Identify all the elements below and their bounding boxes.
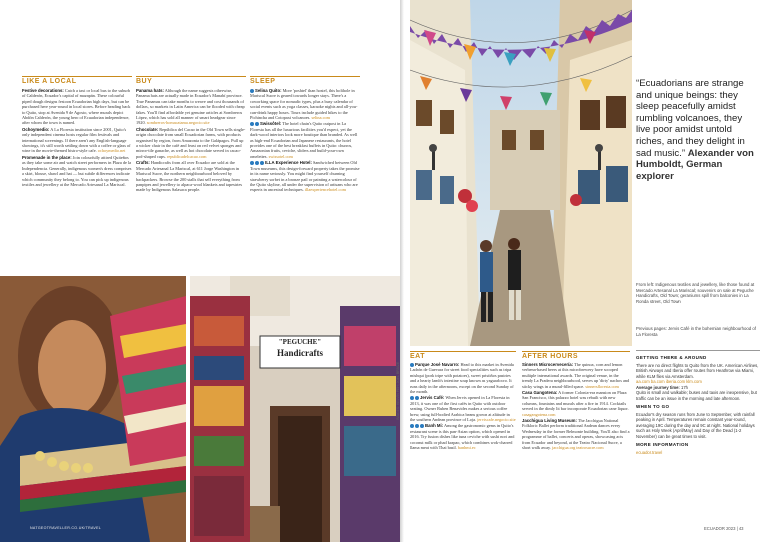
like-a-local-rule: [22, 76, 132, 77]
ochoymedio-link[interactable]: ochoymedio.net: [97, 148, 126, 154]
buy-rule: [136, 76, 246, 77]
when-to-go-text: Ecuador's dry season runs from June to September, with rainfall peaking in April. Temperatures remain constant year-round, averaging 19C during the day and 9C at night. National holidays such as Holy Week (April/May) and Day of the Dead (1-2 November) can be great times to visit.: [636, 411, 755, 439]
eat-entry-0: Parque José Navarro: Head to this market in Avenida Ladrón de Guevara for street food specialities such as tripa mishqui (pork tripe with potatoes), sweet pristiños pastries and a hearty lamb's intestine soup known as yaguarlocro. It runs daily in the afternoons, except on the second Sunday of the month.: [410, 362, 514, 395]
sleep-rule: [250, 76, 360, 77]
after-hours-rule: [522, 351, 630, 352]
sleep-heading: SLEEP: [250, 78, 276, 85]
eat-entry-1: Jervis Café: When Jervis opened in La Floresta in 2013, it was one of the first cafés in Quito with outdoor seating. Owner Ruben Benavides makes a serious coffee brew, using full-bodied Arabica beans grown at altitude in the southern Andean province of Loja. jerviscafe.negocio.site: [410, 395, 516, 423]
handicrafts-shop-photo: [190, 276, 400, 542]
journey-time: Average journey time: 17h: [636, 384, 688, 390]
like-a-local-column: [22, 88, 132, 268]
gangotena-link[interactable]: casagangotena.com: [522, 411, 556, 417]
after-hours-entry-2: Jacchigua Living Museum: The Jacchigua National Folkloric Ballet perform traditional Andean dances every Wednesday in the former Belmonte building. You'll also find a programme of ballet, concerts and operas, showcasing acts from Ecuador and beyond, at the Teatro Nacional Sucre, a short walk away. jacchigua.org teatrosucre.com: [522, 418, 630, 451]
price-icon: [250, 89, 254, 93]
jervis-link[interactable]: jerviscafe.negocio.site: [477, 417, 516, 423]
sleep-entry-1: Swissôtel: The hotel chain's Quito outpost in La Floresta has all the luxurious facilities you'd expect, yet the dark-wood interiors look more boutique than branded. As well as high-end Ecuadorian and Japanese restaurants, the hotel provides one of the best breakfast buffets in Quito: churros, Amazonian fruits, ceviche, sliders and build-your-own omelettes. swissotel.com: [250, 121, 358, 159]
getting-there-panel: [636, 352, 760, 455]
pull-quote: [636, 78, 758, 182]
price-icon: [250, 161, 254, 165]
street-illustration: [410, 0, 632, 346]
textiles-illustration: [0, 276, 186, 542]
sinners-link[interactable]: sinnersfloresta.com: [585, 383, 619, 389]
more-info-link[interactable]: ecuador.travel: [636, 449, 663, 455]
after-hours-heading: AFTER HOURS: [522, 353, 579, 360]
section-tag: QUITO: [728, 16, 750, 22]
price-icon: [410, 424, 414, 428]
jacchigua-link[interactable]: jacchigua.org teatrosucre.com: [552, 445, 604, 451]
republica-link[interactable]: republicadelcacao.com: [166, 153, 207, 159]
sleep-entry-2: ILLA Experience Hotel: Sandwiched between Old Town museums, this design-forward property takes the promise in its name seriously. You might find yourself churning strawberry sorbet in a bronze pail or painting a watercolour of the Quito skyline, all under the supervision of artisans who are experts in ancestral techniques. illaexperiencehotel.com: [250, 160, 360, 193]
airline-links[interactable]: aa.com ba.com iberia.com klm.com: [636, 379, 702, 384]
after-hours-entry-0: Sinners Microcervecería: The quinoa, corn and lemon verbena-based beers at this microbrewery have scooped multiple international awards. The original venue, in the trendy La Pradera neighbourhood, serves up 'dirty' nachos and sticky wings in a mural-filled space. sinnersfloresta.com: [522, 362, 630, 389]
getting-there-rule: [636, 350, 760, 351]
price-icon: [415, 396, 419, 400]
sleep-entry-0: Selina Quito: More 'poshtel' than hostel, this bolthole in Mariscal Sucre is geared towards longer stays. There's a coworking space for nomadic types, plus a busy calendar of social events such as yoga classes, karaoke nights and all-you-can-drink happy hours. Tours include guided hikes to the Pichincha and Cotopaxi volcanoes. selina.com: [250, 88, 358, 121]
after-hours-column: [522, 362, 630, 532]
price-icon: [415, 424, 419, 428]
price-icon: [410, 363, 414, 367]
peguche-sign: [262, 338, 338, 366]
getting-around-text: Quito is small and walkable; buses and taxis are inexpensive, but traffic can be an issue in the morning and late afternoon.: [636, 390, 757, 401]
footer-page-number: ECUADOR 2023 | 43: [704, 526, 744, 531]
page-spine: [400, 0, 404, 542]
price-icon: [250, 122, 254, 126]
eat-rule: [410, 351, 516, 352]
quote-text: “Ecuadorians are strange and unique beings: they sleep peacefully amidst rumbling volcanoes, they live poor amidst untold riches, and they delight in sad music.”: [636, 78, 745, 159]
selina-link[interactable]: selina.com: [311, 115, 330, 121]
price-icon: [420, 424, 424, 428]
eat-entry-2: Banh Mi: Among the gastronomic gems in Quito's restaurant scene is this pan-Asian option, which opened in 2016. Try fusion dishes like tuna ceviche with sushi nori and coconut milk or phad krapao, which combines wok-charred llama meat with Thai basil. banhmi.ec: [410, 423, 515, 451]
eat-heading: EAT: [410, 353, 425, 360]
buy-column: [136, 88, 246, 268]
buy-heading: BUY: [136, 78, 153, 85]
swissotel-link[interactable]: swissotel.com: [268, 153, 293, 159]
textiles-photo: [0, 276, 186, 542]
shop-illustration: [190, 276, 400, 542]
previous-pages-caption: Previous pages: Jervis Café in the bohemian neighbourhood of La Floresta: [636, 326, 756, 337]
getting-there-text: There are no direct flights to Quito from the UK. American Airlines, British Airways and Iberia offer routes from Heathrow via Miami, while KLM flies via Amsterdam.: [636, 362, 759, 379]
buy-entry-2: Crafts: Handicrafts from all over Ecuador are sold at the Mercado Artesanal La Mariscal, at 611 Jorge Washington in Mariscal Sucre, the northern neighbourhood beloved by backpackers. Browse the 200 stalls that sell everything from panpipes and jewellery to alpaca-wool blankets and tapestries made by Indigenous Salasaca people.: [136, 160, 243, 193]
photo-credit: IMAGES: KELVIN PEH; JOEL BRAIZE: [396, 361, 400, 420]
banhmi-link[interactable]: banhmi.ec: [457, 445, 476, 451]
photo-caption: From left: Indigenous textiles and jewellery, like those found at Mercado Artesanal La Mariscal; souvenirs on sale at Peguche Handicrafts, Old Town; geraniums spill from balconies in La Ronda street, Old Town: [636, 282, 755, 304]
after-hours-entry-1: Casa Gangotena: A former Colonia-era mansion on Plaza San Francisco, this palazzo hotel was rebuilt with new columns, fountains and murals after a fire in 1914. Cocktails served in the dimly lit bar incorporate Ecuadorian cane liquor. casagangotena.com: [522, 390, 629, 417]
more-info-heading: MORE INFORMATION: [636, 442, 689, 447]
like-a-local-entry-0: Festive decorations: Catch a taxi or local bus to the suburb of Calderón, Ecuador's capital of mazapán. These colourful piped dough designs festoon Ecuadorian high days, but can be purchased here year-round in local stores. Before heading back to Quito, stop at Avenida 9 de Agosto, where murals depict Abdón Calderón, the young hero of Ecuadorian independence, after whom the town is named.: [22, 88, 131, 126]
eat-column: [410, 362, 516, 532]
like-a-local-entry-1: Ochoymedio: A La Floresta institution since 2001, Quito's only independent cinema hosts regular film festivals and international screenings. If there aren't any English-language showings, it's still worth settling down with a coffee or glass of wine in the movie-themed bistro-style cafe. ochoymedio.net: [22, 126, 131, 154]
buy-entry-1: Chocolate: República del Cacao in the Old Town sells single-origin chocolate from small Ecuadorian farms, with products organised by region, from Amazonia to the Galápagos. Pull up a wicker chair in the café and feast on red velvet sponges and mirror-tile ganache, as well as hot chocolate served in cacao-pod-shaped cups. republicadelcacao.com: [136, 126, 246, 159]
peguche-sign-line2: Handicrafts: [277, 348, 323, 358]
getting-there-heading: GETTING THERE & AROUND: [636, 355, 707, 360]
footer-website: NATGEOTRAVELLER.CO.UK/TRAVEL: [30, 526, 102, 530]
price-icon: [260, 161, 264, 165]
like-a-local-entry-2: Promenade in the place: Join colourfully attired Quiteños as they take some air and watch street performers in Plaza de la Independencia. Generally, indigenous women's dress comprises a skirt, blouse, shawl and hat — but subtle differences indicate which community they belong to. You can pick up indigenous textiles and jewellery at the Mercado Artesanal La Mariscal.: [22, 154, 132, 187]
sleep-column: [250, 88, 360, 268]
price-icon: [255, 122, 259, 126]
la-ronda-street-photo: [410, 0, 632, 346]
quote-author: Alexander von Humboldt, German explorer: [636, 147, 754, 182]
when-to-go-heading: WHEN TO GO: [636, 404, 670, 409]
price-icon: [410, 396, 414, 400]
peguche-sign-line1: "PEGUCHE": [278, 338, 322, 346]
buy-entry-0: Panama hats: Although the name suggests otherwise, Panama hats are actually made in Ecuador's Manabí province. True Panamas can take months to weave and cost thousands of dollars, so markets in Latin America can be flooded with cheap fakes. You'll find affordable yet genuine articles at Sombreros López, which has sold all manner of smart headgear since 1920. sombreros-homacatama.negocio.site: [136, 88, 245, 126]
sombreros-link[interactable]: sombreros-homacatama.negocio.site: [146, 120, 210, 126]
price-icon: [255, 161, 259, 165]
illa-link[interactable]: illaexperiencehotel.com: [304, 187, 346, 193]
like-a-local-heading: LIKE A LOCAL: [22, 78, 77, 85]
